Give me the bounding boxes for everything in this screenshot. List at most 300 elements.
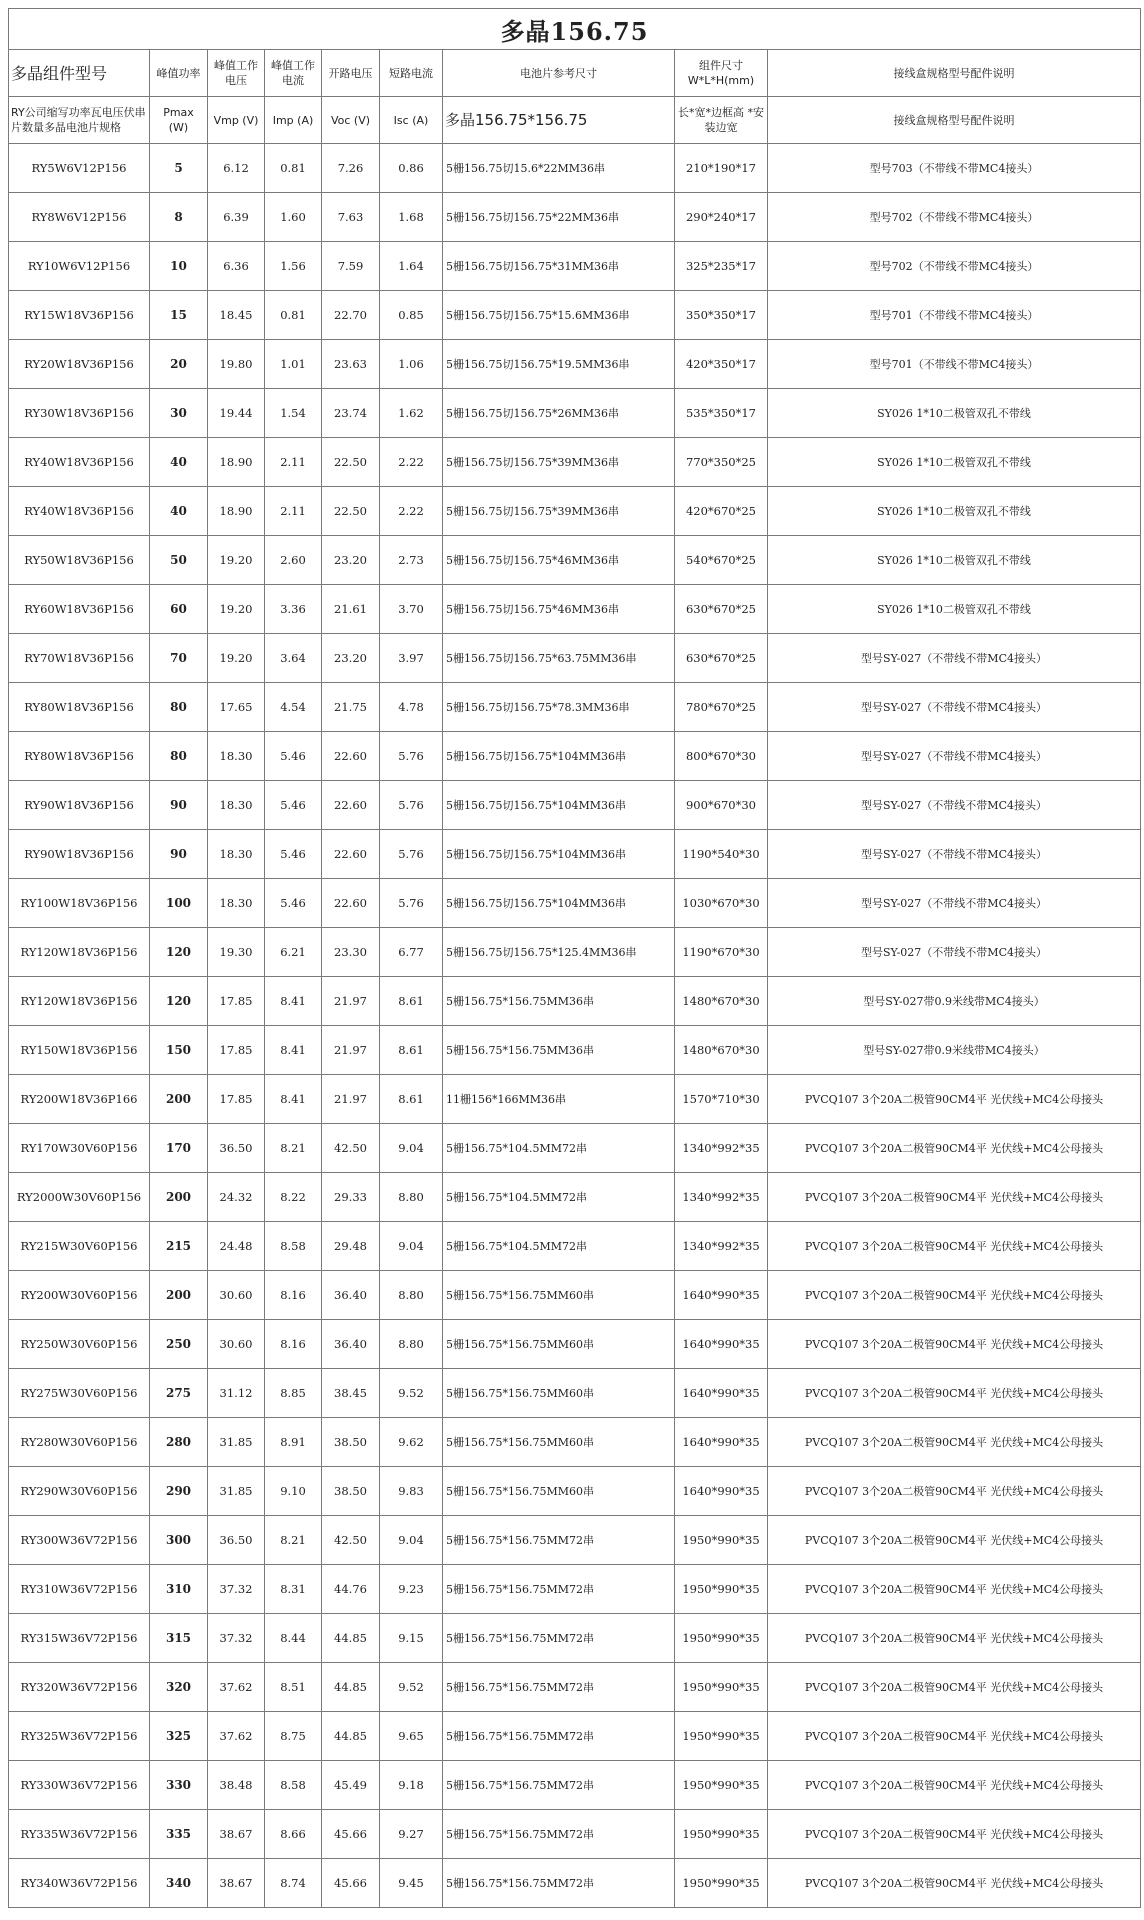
model-cell: RY70W18V36P156 [9,634,150,683]
voc-cell: 38.45 [322,1369,380,1418]
junction-box-cell: SY026 1*10二极管双孔不带线 [768,487,1141,536]
junction-box-cell: SY026 1*10二极管双孔不带线 [768,389,1141,438]
table-row [9,389,1141,438]
voc-cell: 38.50 [322,1418,380,1467]
table-row [9,1467,1141,1516]
vmp-cell: 18.30 [208,879,265,928]
pmax-cell: 200 [150,1075,208,1124]
model-cell: RY280W30V60P156 [9,1418,150,1467]
isc-cell: 2.22 [380,438,443,487]
table-row [9,438,1141,487]
cell-size-cell: 5栅156.75*156.75MM72串 [443,1859,675,1908]
vmp-cell: 31.85 [208,1467,265,1516]
vmp-cell: 37.32 [208,1614,265,1663]
table-row [9,830,1141,879]
table-row [9,1565,1141,1614]
module-size-cell: 770*350*25 [675,438,768,487]
imp-cell: 8.22 [265,1173,322,1222]
pmax-cell: 275 [150,1369,208,1418]
imp-cell: 1.56 [265,242,322,291]
cell-size-cell: 5栅156.75切156.75*78.3MM36串 [443,683,675,732]
imp-cell: 4.54 [265,683,322,732]
vmp-cell: 17.85 [208,1026,265,1075]
table-row [9,1075,1141,1124]
module-size-cell: 1640*990*35 [675,1369,768,1418]
isc-cell: 4.78 [380,683,443,732]
module-size-cell: 1640*990*35 [675,1271,768,1320]
vmp-cell: 17.85 [208,977,265,1026]
vmp-cell: 30.60 [208,1320,265,1369]
junction-box-cell: 型号SY-027（不带线不带MC4接头） [768,879,1141,928]
pmax-cell: 340 [150,1859,208,1908]
header-model: 多晶组件型号 [9,50,150,97]
model-cell: RY120W18V36P156 [9,928,150,977]
cell-size-cell: 5栅156.75*156.75MM72串 [443,1810,675,1859]
junction-box-cell: SY026 1*10二极管双孔不带线 [768,585,1141,634]
table-row [9,1761,1141,1810]
junction-box-cell: SY026 1*10二极管双孔不带线 [768,536,1141,585]
vmp-cell: 37.62 [208,1712,265,1761]
isc-cell: 5.76 [380,781,443,830]
module-size-cell: 535*350*17 [675,389,768,438]
vmp-cell: 31.12 [208,1369,265,1418]
imp-cell: 2.11 [265,487,322,536]
table-row [9,1173,1141,1222]
pmax-cell: 30 [150,389,208,438]
header-row-symbols [9,97,1141,144]
pmax-cell: 70 [150,634,208,683]
vmp-cell: 24.48 [208,1222,265,1271]
header-isc: 短路电流 [380,50,443,97]
imp-cell: 8.91 [265,1418,322,1467]
module-size-cell: 900*670*30 [675,781,768,830]
isc-cell: 9.23 [380,1565,443,1614]
model-cell: RY215W30V60P156 [9,1222,150,1271]
junction-box-cell: 型号703（不带线不带MC4接头） [768,144,1141,193]
vmp-cell: 24.32 [208,1173,265,1222]
vmp-cell: 19.20 [208,634,265,683]
junction-box-cell: 型号SY-027（不带线不带MC4接头） [768,683,1141,732]
voc-cell: 22.60 [322,732,380,781]
pmax-cell: 40 [150,487,208,536]
isc-cell: 6.77 [380,928,443,977]
module-size-cell: 1030*670*30 [675,879,768,928]
vmp-cell: 18.90 [208,438,265,487]
vmp-cell: 6.36 [208,242,265,291]
header-box-desc: 接线盒规格型号配件说明 [768,97,1141,144]
model-cell: RY275W30V60P156 [9,1369,150,1418]
imp-cell: 8.51 [265,1663,322,1712]
voc-cell: 42.50 [322,1124,380,1173]
module-size-cell: 1480*670*30 [675,977,768,1026]
table-row [9,1369,1141,1418]
module-size-cell: 325*235*17 [675,242,768,291]
junction-box-cell: 型号701（不带线不带MC4接头） [768,291,1141,340]
voc-cell: 22.50 [322,438,380,487]
model-cell: RY20W18V36P156 [9,340,150,389]
isc-cell: 1.06 [380,340,443,389]
module-size-cell: 210*190*17 [675,144,768,193]
table-row [9,683,1141,732]
module-size-cell: 1480*670*30 [675,1026,768,1075]
cell-size-cell: 5栅156.75切156.75*39MM36串 [443,487,675,536]
junction-box-cell: PVCQ107 3个20A二极管90CM4平 光伏线+MC4公母接头 [768,1761,1141,1810]
imp-cell: 5.46 [265,781,322,830]
isc-cell: 1.64 [380,242,443,291]
table-row [9,291,1141,340]
title-row [9,9,1141,50]
voc-cell: 38.50 [322,1467,380,1516]
header-junction-box: 接线盒规格型号配件说明 [768,50,1141,97]
pmax-cell: 50 [150,536,208,585]
imp-cell: 8.58 [265,1222,322,1271]
vmp-cell: 18.30 [208,830,265,879]
isc-cell: 9.04 [380,1516,443,1565]
model-cell: RY150W18V36P156 [9,1026,150,1075]
pmax-cell: 10 [150,242,208,291]
module-size-cell: 1570*710*30 [675,1075,768,1124]
voc-cell: 23.20 [322,536,380,585]
model-cell: RY120W18V36P156 [9,977,150,1026]
model-cell: RY60W18V36P156 [9,585,150,634]
header-row-names [9,50,1141,97]
pmax-cell: 300 [150,1516,208,1565]
table-row [9,242,1141,291]
module-size-cell: 420*350*17 [675,340,768,389]
imp-cell: 1.01 [265,340,322,389]
imp-cell: 1.54 [265,389,322,438]
model-cell: RY80W18V36P156 [9,683,150,732]
voc-cell: 23.74 [322,389,380,438]
junction-box-cell: PVCQ107 3个20A二极管90CM4平 光伏线+MC4公母接头 [768,1369,1141,1418]
cell-size-cell: 5栅156.75*156.75MM72串 [443,1663,675,1712]
table-row [9,1810,1141,1859]
pmax-cell: 80 [150,683,208,732]
voc-cell: 7.26 [322,144,380,193]
junction-box-cell: SY026 1*10二极管双孔不带线 [768,438,1141,487]
header-vmp-unit: Vmp (V) [208,97,265,144]
vmp-cell: 18.90 [208,487,265,536]
voc-cell: 45.66 [322,1810,380,1859]
voc-cell: 21.75 [322,683,380,732]
pmax-cell: 120 [150,928,208,977]
voc-cell: 44.76 [322,1565,380,1614]
module-size-cell: 540*670*25 [675,536,768,585]
module-size-cell: 780*670*25 [675,683,768,732]
model-cell: RY90W18V36P156 [9,781,150,830]
pmax-cell: 215 [150,1222,208,1271]
voc-cell: 22.50 [322,487,380,536]
module-size-cell: 1950*990*35 [675,1859,768,1908]
table-row [9,1124,1141,1173]
cell-size-cell: 5栅156.75切15.6*22MM36串 [443,144,675,193]
pmax-cell: 8 [150,193,208,242]
vmp-cell: 6.39 [208,193,265,242]
table-title: 多晶156.75 [9,9,1141,50]
pmax-cell: 170 [150,1124,208,1173]
table-row [9,1712,1141,1761]
pmax-cell: 5 [150,144,208,193]
module-size-cell: 630*670*25 [675,634,768,683]
vmp-cell: 17.85 [208,1075,265,1124]
isc-cell: 5.76 [380,879,443,928]
isc-cell: 5.76 [380,732,443,781]
junction-box-cell: 型号SY-027（不带线不带MC4接头） [768,781,1141,830]
model-cell: RY290W30V60P156 [9,1467,150,1516]
cell-size-cell: 5栅156.75切156.75*15.6MM36串 [443,291,675,340]
header-cell-spec: 多晶156.75*156.75 [443,97,675,144]
module-spec-table [8,8,1141,1908]
model-cell: RY330W36V72P156 [9,1761,150,1810]
imp-cell: 1.60 [265,193,322,242]
model-cell: RY170W30V60P156 [9,1124,150,1173]
isc-cell: 9.62 [380,1418,443,1467]
cell-size-cell: 5栅156.75切156.75*104MM36串 [443,732,675,781]
isc-cell: 2.73 [380,536,443,585]
isc-cell: 5.76 [380,830,443,879]
isc-cell: 9.52 [380,1369,443,1418]
junction-box-cell: 型号SY-027（不带线不带MC4接头） [768,634,1141,683]
cell-size-cell: 5栅156.75*156.75MM60串 [443,1467,675,1516]
junction-box-cell: PVCQ107 3个20A二极管90CM4平 光伏线+MC4公母接头 [768,1859,1141,1908]
model-cell: RY10W6V12P156 [9,242,150,291]
table-row [9,634,1141,683]
junction-box-cell: 型号SY-027带0.9米线带MC4接头） [768,1026,1141,1075]
voc-cell: 22.60 [322,830,380,879]
table-row [9,1418,1141,1467]
junction-box-cell: PVCQ107 3个20A二极管90CM4平 光伏线+MC4公母接头 [768,1418,1141,1467]
isc-cell: 9.27 [380,1810,443,1859]
imp-cell: 0.81 [265,144,322,193]
pmax-cell: 315 [150,1614,208,1663]
cell-size-cell: 5栅156.75*156.75MM60串 [443,1271,675,1320]
imp-cell: 9.10 [265,1467,322,1516]
junction-box-cell: 型号SY-027（不带线不带MC4接头） [768,928,1141,977]
isc-cell: 9.65 [380,1712,443,1761]
cell-size-cell: 5栅156.75切156.75*39MM36串 [443,438,675,487]
module-size-cell: 1950*990*35 [675,1614,768,1663]
cell-size-cell: 5栅156.75切156.75*46MM36串 [443,585,675,634]
header-imp-unit: Imp (A) [265,97,322,144]
pmax-cell: 200 [150,1173,208,1222]
table-row [9,585,1141,634]
junction-box-cell: PVCQ107 3个20A二极管90CM4平 光伏线+MC4公母接头 [768,1124,1141,1173]
vmp-cell: 38.67 [208,1810,265,1859]
spec-sheet [8,8,1140,1908]
table-row [9,732,1141,781]
isc-cell: 9.83 [380,1467,443,1516]
cell-size-cell: 5栅156.75*104.5MM72串 [443,1124,675,1173]
cell-size-cell: 5栅156.75*156.75MM72串 [443,1565,675,1614]
cell-size-cell: 5栅156.75切156.75*22MM36串 [443,193,675,242]
vmp-cell: 18.30 [208,732,265,781]
cell-size-cell: 5栅156.75*156.75MM60串 [443,1369,675,1418]
junction-box-cell: PVCQ107 3个20A二极管90CM4平 光伏线+MC4公母接头 [768,1565,1141,1614]
cell-size-cell: 5栅156.75*104.5MM72串 [443,1173,675,1222]
imp-cell: 8.44 [265,1614,322,1663]
vmp-cell: 19.30 [208,928,265,977]
model-cell: RY310W36V72P156 [9,1565,150,1614]
cell-size-cell: 5栅156.75切156.75*19.5MM36串 [443,340,675,389]
voc-cell: 23.20 [322,634,380,683]
isc-cell: 9.04 [380,1124,443,1173]
table-row [9,1663,1141,1712]
imp-cell: 8.75 [265,1712,322,1761]
table-row [9,340,1141,389]
table-row [9,1614,1141,1663]
vmp-cell: 19.20 [208,536,265,585]
vmp-cell: 38.48 [208,1761,265,1810]
vmp-cell: 31.85 [208,1418,265,1467]
vmp-cell: 37.62 [208,1663,265,1712]
imp-cell: 5.46 [265,879,322,928]
imp-cell: 8.58 [265,1761,322,1810]
table-row [9,1516,1141,1565]
isc-cell: 2.22 [380,487,443,536]
model-cell: RY2000W30V60P156 [9,1173,150,1222]
model-cell: RY30W18V36P156 [9,389,150,438]
module-size-cell: 1950*990*35 [675,1712,768,1761]
cell-size-cell: 5栅156.75切156.75*104MM36串 [443,830,675,879]
imp-cell: 8.16 [265,1320,322,1369]
junction-box-cell: 型号702（不带线不带MC4接头） [768,193,1141,242]
voc-cell: 21.61 [322,585,380,634]
voc-cell: 45.66 [322,1859,380,1908]
cell-size-cell: 5栅156.75*156.75MM60串 [443,1320,675,1369]
isc-cell: 0.86 [380,144,443,193]
cell-size-cell: 5栅156.75*156.75MM72串 [443,1712,675,1761]
pmax-cell: 150 [150,1026,208,1075]
pmax-cell: 250 [150,1320,208,1369]
module-size-cell: 1950*990*35 [675,1810,768,1859]
vmp-cell: 17.65 [208,683,265,732]
vmp-cell: 36.50 [208,1516,265,1565]
isc-cell: 9.52 [380,1663,443,1712]
model-cell: RY40W18V36P156 [9,487,150,536]
header-voc-unit: Voc (V) [322,97,380,144]
vmp-cell: 18.30 [208,781,265,830]
voc-cell: 7.63 [322,193,380,242]
cell-size-cell: 5栅156.75切156.75*46MM36串 [443,536,675,585]
module-size-cell: 420*670*25 [675,487,768,536]
module-size-cell: 800*670*30 [675,732,768,781]
voc-cell: 36.40 [322,1271,380,1320]
junction-box-cell: PVCQ107 3个20A二极管90CM4平 光伏线+MC4公母接头 [768,1271,1141,1320]
imp-cell: 2.11 [265,438,322,487]
cell-size-cell: 5栅156.75*156.75MM36串 [443,1026,675,1075]
isc-cell: 1.68 [380,193,443,242]
table-row [9,1026,1141,1075]
module-size-cell: 1950*990*35 [675,1516,768,1565]
model-cell: RY40W18V36P156 [9,438,150,487]
junction-box-cell: PVCQ107 3个20A二极管90CM4平 光伏线+MC4公母接头 [768,1173,1141,1222]
isc-cell: 8.80 [380,1271,443,1320]
module-size-cell: 290*240*17 [675,193,768,242]
voc-cell: 44.85 [322,1663,380,1712]
junction-box-cell: 型号SY-027（不带线不带MC4接头） [768,732,1141,781]
table-row [9,144,1141,193]
pmax-cell: 200 [150,1271,208,1320]
table-row [9,487,1141,536]
model-cell: RY250W30V60P156 [9,1320,150,1369]
model-cell: RY80W18V36P156 [9,732,150,781]
module-size-cell: 1950*990*35 [675,1663,768,1712]
table-row [9,781,1141,830]
vmp-cell: 36.50 [208,1124,265,1173]
cell-size-cell: 5栅156.75*156.75MM36串 [443,977,675,1026]
junction-box-cell: PVCQ107 3个20A二极管90CM4平 光伏线+MC4公母接头 [768,1320,1141,1369]
module-size-cell: 1640*990*35 [675,1418,768,1467]
model-cell: RY300W36V72P156 [9,1516,150,1565]
vmp-cell: 30.60 [208,1271,265,1320]
imp-cell: 8.21 [265,1124,322,1173]
vmp-cell: 6.12 [208,144,265,193]
model-cell: RY8W6V12P156 [9,193,150,242]
header-imp: 峰值工作电流 [265,50,322,97]
pmax-cell: 20 [150,340,208,389]
header-voc: 开路电压 [322,50,380,97]
voc-cell: 42.50 [322,1516,380,1565]
imp-cell: 8.16 [265,1271,322,1320]
pmax-cell: 310 [150,1565,208,1614]
header-module-size: 组件尺寸 W*L*H(mm) [675,50,768,97]
table-row [9,1320,1141,1369]
pmax-cell: 90 [150,781,208,830]
cell-size-cell: 5栅156.75*156.75MM60串 [443,1418,675,1467]
header-vmp: 峰值工作电压 [208,50,265,97]
module-size-cell: 1340*992*35 [675,1222,768,1271]
junction-box-cell: 型号701（不带线不带MC4接头） [768,340,1141,389]
header-model-desc: RY公司缩写功率瓦电压伏串片数量多晶电池片规格 [9,97,150,144]
cell-size-cell: 5栅156.75切156.75*125.4MM36串 [443,928,675,977]
voc-cell: 21.97 [322,1026,380,1075]
imp-cell: 0.81 [265,291,322,340]
voc-cell: 22.60 [322,781,380,830]
isc-cell: 8.80 [380,1173,443,1222]
cell-size-cell: 5栅156.75切156.75*31MM36串 [443,242,675,291]
model-cell: RY315W36V72P156 [9,1614,150,1663]
imp-cell: 6.21 [265,928,322,977]
isc-cell: 3.70 [380,585,443,634]
imp-cell: 8.41 [265,1075,322,1124]
header-size-desc: 长*宽*边框高 *安装边宽 [675,97,768,144]
junction-box-cell: PVCQ107 3个20A二极管90CM4平 光伏线+MC4公母接头 [768,1516,1141,1565]
imp-cell: 8.21 [265,1516,322,1565]
pmax-cell: 280 [150,1418,208,1467]
module-size-cell: 350*350*17 [675,291,768,340]
module-size-cell: 1190*540*30 [675,830,768,879]
isc-cell: 9.15 [380,1614,443,1663]
module-size-cell: 1950*990*35 [675,1565,768,1614]
module-size-cell: 1340*992*35 [675,1124,768,1173]
voc-cell: 22.60 [322,879,380,928]
pmax-cell: 330 [150,1761,208,1810]
isc-cell: 9.04 [380,1222,443,1271]
pmax-cell: 40 [150,438,208,487]
model-cell: RY340W36V72P156 [9,1859,150,1908]
model-cell: RY325W36V72P156 [9,1712,150,1761]
isc-cell: 3.97 [380,634,443,683]
pmax-cell: 60 [150,585,208,634]
imp-cell: 5.46 [265,830,322,879]
isc-cell: 8.61 [380,977,443,1026]
cell-size-cell: 5栅156.75*156.75MM72串 [443,1761,675,1810]
module-size-cell: 1190*670*30 [675,928,768,977]
header-pmax-unit: Pmax (W) [150,97,208,144]
voc-cell: 44.85 [322,1712,380,1761]
imp-cell: 8.31 [265,1565,322,1614]
vmp-cell: 37.32 [208,1565,265,1614]
